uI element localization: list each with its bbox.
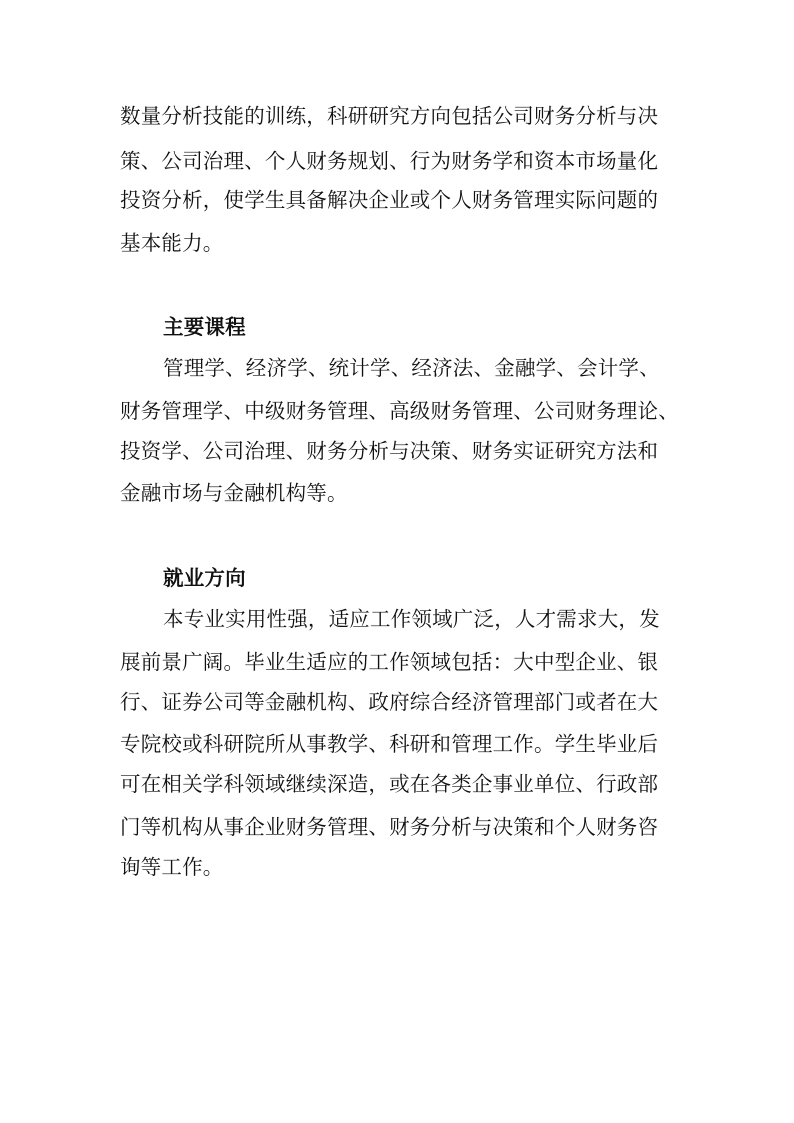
employment-line-5: 可在相关学科领域继续深造，或在各类企事业单位、行政部 bbox=[120, 772, 659, 796]
employment-line-3: 行、证券公司等金融机构、政府综合经济管理部门或者在大 bbox=[120, 690, 659, 714]
courses-line-1: 管理学、经济学、统计学、经济法、金融学、会计学、 bbox=[163, 356, 660, 380]
intro-line-3: 投资分析，使学生具备解决企业或个人财务管理实际问题的 bbox=[120, 188, 659, 212]
courses-heading: 主要课程 bbox=[163, 315, 246, 339]
employment-line-6: 门等机构从事企业财务管理、财务分析与决策和个人财务咨 bbox=[120, 815, 659, 839]
intro-line-2: 策、公司治理、个人财务规划、行为财务学和资本市场量化 bbox=[120, 149, 659, 173]
employment-line-7: 询等工作。 bbox=[120, 855, 224, 879]
employment-heading: 就业方向 bbox=[163, 566, 246, 590]
employment-line-4: 专院校或科研院所从事教学、科研和管理工作。学生毕业后 bbox=[120, 732, 659, 756]
courses-line-3: 投资学、公司治理、财务分析与决策、财务实证研究方法和 bbox=[120, 439, 659, 463]
intro-line-1: 数量分析技能的训练，科研研究方向包括公司财务分析与决 bbox=[120, 104, 659, 128]
employment-line-1: 本专业实用性强，适应工作领域广泛，人才需求大，发 bbox=[163, 607, 660, 631]
intro-line-4: 基本能力。 bbox=[120, 231, 224, 255]
employment-line-2: 展前景广阔。毕业生适应的工作领域包括：大中型企业、银 bbox=[120, 650, 659, 674]
courses-line-4: 金融市场与金融机构等。 bbox=[120, 481, 348, 505]
courses-line-2: 财务管理学、中级财务管理、高级财务管理、公司财务理论、 bbox=[120, 399, 679, 423]
